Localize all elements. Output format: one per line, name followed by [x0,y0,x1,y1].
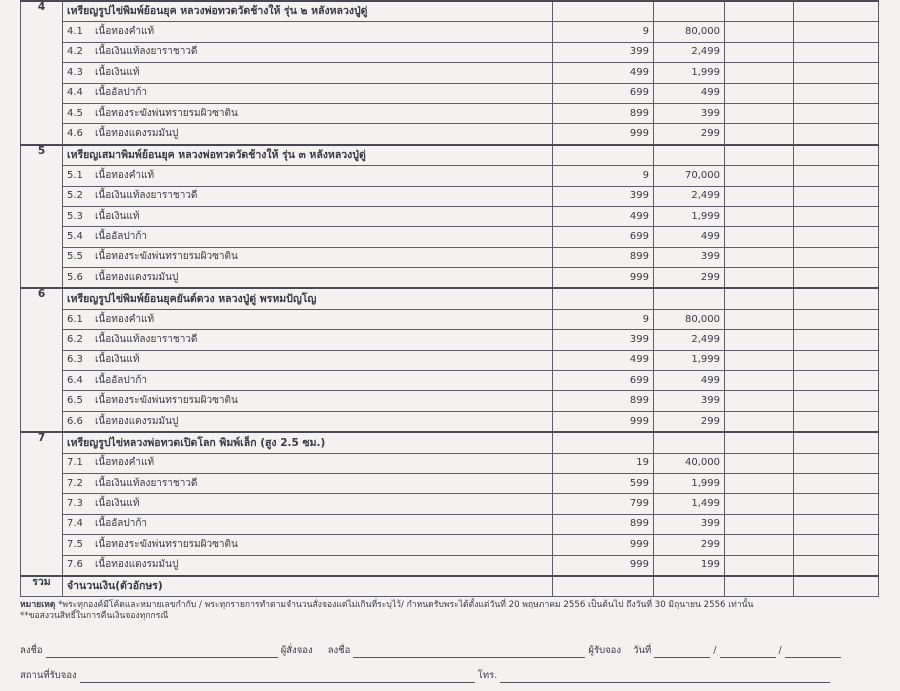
amount-input[interactable] [794,206,879,226]
item-quantity: 899 [553,103,654,123]
order-quantity-input[interactable] [725,22,794,42]
item-quantity: 999 [553,268,654,289]
table-row [21,268,879,289]
order-quantity-input[interactable] [725,453,794,473]
amount-input[interactable] [794,247,879,267]
total-blank-cell [553,576,654,597]
amount-cell [794,145,879,166]
order-quantity-input[interactable] [725,330,794,350]
item-code: 4.1 [67,26,83,38]
order-quantity-input[interactable] [725,535,794,555]
item-name: เนื้อทองระฆังพ่นทรายรมผิวซาติน [95,538,238,550]
item-price: 2,499 [654,330,725,350]
table-row [21,83,879,103]
amount-input[interactable] [794,555,879,576]
amount-input[interactable] [794,186,879,206]
price-header-cell [654,288,725,309]
item-quantity: 399 [553,42,654,62]
amount-input[interactable] [794,22,879,42]
item-code: 6.2 [67,333,83,345]
price-header-cell [654,145,725,166]
item-name: เนื้อทองแดงรมมันปู [95,271,179,283]
date-label: วันที่ [633,645,652,656]
order-quantity-input[interactable] [725,268,794,289]
order-quantity-input[interactable] [725,42,794,62]
table-row [21,124,879,145]
item-quantity: 999 [553,535,654,555]
amount-input[interactable] [794,309,879,329]
item-code: 4.2 [67,46,83,58]
amount-input[interactable] [794,371,879,391]
date-slash-1: / [713,645,717,656]
amount-input[interactable] [794,411,879,432]
order-quantity-input[interactable] [725,124,794,145]
item-price: 399 [654,514,725,534]
item-code: 4.3 [67,66,83,78]
price-header-cell [654,1,725,22]
item-quantity: 9 [553,22,654,42]
place-row [20,668,830,683]
order-qty-cell [725,432,794,453]
item-code: 7.1 [67,457,83,469]
item-name: เนื้ออัลปาก้า [95,374,148,386]
item-price: 80,000 [654,22,725,42]
group-number: 7 [21,432,63,576]
item-name: เนื้ออัลปาก้า [95,518,148,530]
item-description [63,494,553,514]
item-code: 4.4 [67,87,83,99]
item-price: 1,499 [654,494,725,514]
table-row [21,206,879,226]
order-qty-cell [725,288,794,309]
item-code: 5.5 [67,251,83,263]
receiver-signature-field[interactable] [353,647,585,658]
item-quantity: 899 [553,247,654,267]
total-blank-cell [654,576,725,597]
item-description [63,473,553,493]
item-name: เนื้อทองแดงรมมันปู [95,128,179,140]
group-number: 6 [21,288,63,432]
item-code: 6.4 [67,374,83,386]
group-number: 5 [21,145,63,289]
item-quantity: 599 [553,473,654,493]
item-description [63,535,553,555]
order-quantity-input[interactable] [725,391,794,411]
item-quantity: 399 [553,330,654,350]
group-header-row [21,1,879,22]
qty-header-cell [553,288,654,309]
table-row [21,247,879,267]
remarks [20,600,880,622]
item-price: 499 [654,227,725,247]
order-quantity-input[interactable] [725,350,794,370]
item-description [63,330,553,350]
total-quantity-input[interactable] [725,576,794,597]
item-price: 299 [654,535,725,555]
item-price: 399 [654,247,725,267]
amount-input[interactable] [794,473,879,493]
table-row [21,535,879,555]
item-quantity: 999 [553,411,654,432]
table-row [21,330,879,350]
item-quantity: 899 [553,391,654,411]
order-quantity-input[interactable] [725,103,794,123]
date-month-field[interactable] [720,647,776,658]
item-quantity: 499 [553,206,654,226]
item-quantity: 799 [553,494,654,514]
item-description [63,514,553,534]
order-quantity-input[interactable] [725,371,794,391]
item-code: 5.4 [67,230,83,242]
tel-label: โทร. [477,670,498,681]
order-quantity-input[interactable] [725,411,794,432]
table-row [21,103,879,123]
table-row [21,350,879,370]
table-row [21,555,879,576]
item-name: เนื้อทองแดงรมมันปู [95,415,179,427]
item-price: 80,000 [654,309,725,329]
amount-input[interactable] [794,42,879,62]
item-name: เนื้อเงินแท้ [95,210,140,222]
item-name: เนื้อทองคำแท้ [95,313,155,325]
item-description [63,186,553,206]
order-table [20,0,879,597]
item-description [63,83,553,103]
item-description [63,166,553,186]
item-code: 5.3 [67,210,83,222]
item-name: เนื้ออัลปาก้า [95,87,148,99]
item-quantity: 999 [553,555,654,576]
table-row [21,411,879,432]
item-name: เนื้อเงินแท้ลงยาราชาวดี [95,333,198,345]
item-description [63,103,553,123]
date-slash-2: / [778,645,782,656]
item-price: 1,999 [654,206,725,226]
item-quantity: 699 [553,83,654,103]
item-price: 299 [654,411,725,432]
item-description [63,371,553,391]
item-description [63,555,553,576]
receiver-label: ผู้รับจอง [588,645,622,656]
item-code: 7.4 [67,518,83,530]
item-code: 6.5 [67,395,83,407]
item-price: 2,499 [654,42,725,62]
date-year-field[interactable] [785,647,841,658]
total-amount-input[interactable] [794,576,879,597]
item-quantity: 9 [553,166,654,186]
sign-label-receiver: ลงชื่อ [327,645,351,656]
item-quantity: 9 [553,309,654,329]
table-row [21,42,879,62]
item-code: 6.1 [67,313,83,325]
item-code: 5.1 [67,169,83,181]
order-qty-cell [725,145,794,166]
item-description [63,227,553,247]
order-qty-cell [725,1,794,22]
item-code: 7.2 [67,477,83,489]
group-header-row [21,288,879,309]
order-table-body [21,1,879,597]
amount-input[interactable] [794,514,879,534]
order-quantity-input[interactable] [725,473,794,493]
item-name: เนื้อเงินแท้ [95,354,140,366]
item-code: 4.6 [67,128,83,140]
amount-input[interactable] [794,535,879,555]
order-quantity-input[interactable] [725,83,794,103]
amount-input[interactable] [794,350,879,370]
item-description [63,309,553,329]
group-title: เหรียญรูปไข่พิมพ์ย้อนยุคยันต์ดวง หลวงปู่ดู่ พรหมปัญโญ [63,288,553,309]
order-quantity-input[interactable] [725,555,794,576]
item-name: เนื้อทองระฆังพ่นทรายรมผิวซาติน [95,395,238,407]
order-quantity-input[interactable] [725,227,794,247]
item-quantity: 699 [553,371,654,391]
group-title: เหรียญเสมาพิมพ์ย้อนยุค หลวงพ่อทวดวัดช้างให้ รุ่น ๓ หลังหลวงปู่ดู่ [63,145,553,166]
item-description [63,391,553,411]
amount-cell [794,288,879,309]
amount-input[interactable] [794,124,879,145]
remarks-line-1: *พระทุกองค์มีโค้ดและหมายเลขกำกับ / พระทุกรายการทำตามจำนวนสั่งจองแต่ไม่เกินที่ระบุไว้/ กำหนดรับพระได้ตั้งแต่วันที่ 20 พฤษภาคม 2556 เป็นต้นไป ถึงวันที่ 30 มิถุนายน 2556 เท่านั้น [58,600,754,610]
date-day-field[interactable] [654,647,710,658]
order-sheet [20,0,878,597]
total-text-label: จำนวนเงิน(ตัวอักษร) [63,576,553,597]
item-name: เนื้อเงินแท้ [95,66,140,78]
item-name: เนื้อเงินแท้ลงยาราชาวดี [95,190,198,202]
order-quantity-input[interactable] [725,247,794,267]
item-price: 299 [654,124,725,145]
item-quantity: 19 [553,453,654,473]
orderer-signature-field[interactable] [46,647,278,658]
item-code: 6.6 [67,415,83,427]
table-row [21,453,879,473]
sign-label-orderer: ลงชื่อ [20,645,43,656]
item-price: 2,499 [654,186,725,206]
item-description [63,350,553,370]
total-row [21,576,879,597]
place-label: สถานที่รับจอง [20,670,77,681]
table-row [21,227,879,247]
item-code: 7.3 [67,498,83,510]
signature-row [20,643,841,658]
table-row [21,22,879,42]
amount-input[interactable] [794,391,879,411]
item-name: เนื้อเงินแท้ลงยาราชาวดี [95,477,198,489]
item-code: 5.6 [67,271,83,283]
table-row [21,514,879,534]
table-row [21,63,879,83]
qty-header-cell [553,145,654,166]
table-row [21,473,879,493]
total-label: รวม [21,576,63,597]
item-price: 40,000 [654,453,725,473]
item-name: เนื้อทองแดงรมมันปู [95,559,179,571]
order-quantity-input[interactable] [725,309,794,329]
item-price: 499 [654,371,725,391]
order-quantity-input[interactable] [725,186,794,206]
item-name: เนื้อเงินแท้ลงยาราชาวดี [95,46,198,58]
table-row [21,391,879,411]
item-description [63,22,553,42]
group-title: เหรียญรูปไข่พิมพ์ย้อนยุค หลวงพ่อทวดวัดช้างให้ รุ่น ๒ หลังหลวงปู่ดู่ [63,1,553,22]
item-description [63,453,553,473]
item-description [63,42,553,62]
item-price: 399 [654,391,725,411]
item-quantity: 499 [553,63,654,83]
remarks-label: หมายเหตุ [20,600,56,610]
amount-input[interactable] [794,63,879,83]
amount-input[interactable] [794,103,879,123]
item-name: เนื้อทองระฆังพ่นทรายรมผิวซาติน [95,251,238,263]
order-quantity-input[interactable] [725,514,794,534]
amount-input[interactable] [794,83,879,103]
item-quantity: 399 [553,186,654,206]
amount-input[interactable] [794,166,879,186]
group-number: 4 [21,1,63,145]
item-description [63,411,553,432]
table-row [21,371,879,391]
item-code: 5.2 [67,190,83,202]
amount-input[interactable] [794,268,879,289]
order-quantity-input[interactable] [725,206,794,226]
qty-header-cell [553,432,654,453]
remarks-line-2: **ขอสงวนสิทธิ์ในการคืนเงินจองทุกกรณี [20,611,169,621]
amount-cell [794,1,879,22]
item-name: เนื้อทองคำแท้ [95,457,155,469]
item-price: 299 [654,268,725,289]
item-name: เนื้อทองคำแท้ [95,169,155,181]
item-description [63,63,553,83]
item-price: 1,999 [654,473,725,493]
item-code: 7.6 [67,559,83,571]
place-field[interactable] [80,672,475,683]
item-description [63,206,553,226]
item-quantity: 899 [553,514,654,534]
item-code: 4.5 [67,107,83,119]
order-quantity-input[interactable] [725,166,794,186]
group-header-row [21,145,879,166]
qty-header-cell [553,1,654,22]
item-name: เนื้อทองระฆังพ่นทรายรมผิวซาติน [95,107,238,119]
group-header-row [21,432,879,453]
table-row [21,494,879,514]
amount-input[interactable] [794,227,879,247]
item-price: 499 [654,83,725,103]
item-description [63,124,553,145]
amount-input[interactable] [794,494,879,514]
item-name: เนื้อทองคำแท้ [95,26,155,38]
group-title: เหรียญรูปไข่หลวงพ่อทวดเปิดโลก พิมพ์เล็ก (สูง 2.5 ซม.) [63,432,553,453]
item-price: 70,000 [654,166,725,186]
item-price: 399 [654,103,725,123]
order-quantity-input[interactable] [725,494,794,514]
item-price: 199 [654,555,725,576]
table-row [21,186,879,206]
item-quantity: 699 [553,227,654,247]
amount-cell [794,432,879,453]
table-row [21,166,879,186]
item-description [63,247,553,267]
amount-input[interactable] [794,330,879,350]
price-header-cell [654,432,725,453]
orderer-label: ผู้สั่งจอง [280,645,313,656]
order-quantity-input[interactable] [725,63,794,83]
amount-input[interactable] [794,453,879,473]
tel-field[interactable] [500,672,830,683]
item-quantity: 999 [553,124,654,145]
item-quantity: 499 [553,350,654,370]
item-description [63,268,553,289]
item-price: 1,999 [654,63,725,83]
item-name: เนื้ออัลปาก้า [95,230,148,242]
item-name: เนื้อเงินแท้ [95,498,140,510]
table-row [21,309,879,329]
item-price: 1,999 [654,350,725,370]
item-code: 7.5 [67,538,83,550]
item-code: 6.3 [67,354,83,366]
